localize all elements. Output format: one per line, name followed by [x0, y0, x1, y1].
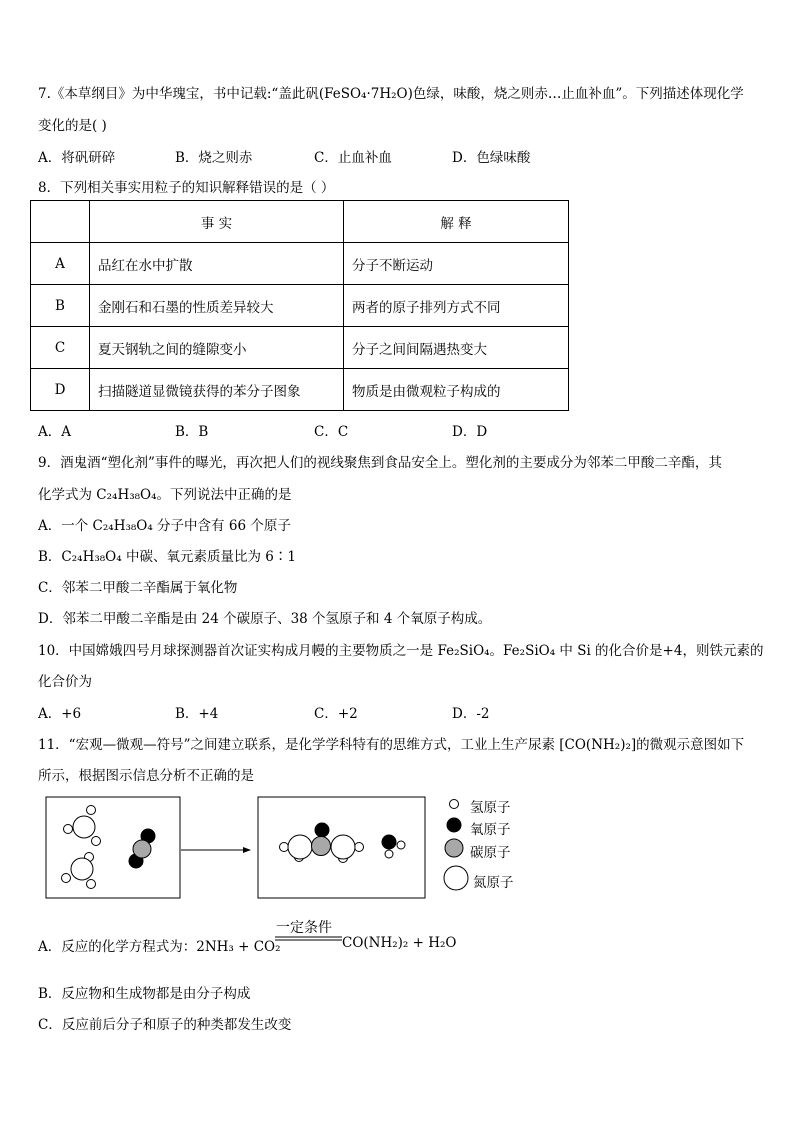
q7-option-c[interactable]: C．止血补血 — [314, 150, 392, 166]
q11-option-c[interactable]: C．反应前后分子和原子的种类都发生改变 — [38, 1017, 292, 1033]
legend-oxygen-label: 氧原子 — [470, 822, 511, 838]
q9-stem-line1: 9．酒鬼酒“塑化剂”事件的曝光，再次把人们的视线聚焦到食品安全上。塑化剂的主要成分为邻苯二甲酸二辛酯，其 — [38, 455, 722, 471]
row-explain: 分子不断运动 — [344, 243, 569, 285]
q10-option-b[interactable]: B．+4 — [175, 706, 219, 722]
table-row — [31, 369, 569, 411]
table-header-explain: 解 释 — [344, 201, 569, 243]
q9-option-c[interactable]: C．邻苯二甲酸二辛酯属于氧化物 — [38, 580, 238, 596]
legend-carbon-label: 碳原子 — [470, 845, 511, 861]
row-fact: 品红在水中扩散 — [90, 243, 344, 285]
urea-molecule — [280, 823, 364, 863]
table-row — [31, 243, 569, 285]
row-explain: 两者的原子排列方式不同 — [344, 285, 569, 327]
table-header-row — [31, 201, 569, 243]
row-letter: A — [31, 243, 90, 285]
q9-stem-line2: 化学式为 C₂₄H₃₈O₄。下列说法中正确的是 — [38, 487, 292, 503]
legend — [444, 800, 468, 891]
reaction-condition: 一定条件 — [276, 920, 332, 936]
q7-option-a[interactable]: A．将矾研碎 — [38, 150, 116, 166]
q7-option-b[interactable]: B．烧之则赤 — [175, 150, 253, 166]
q10-option-c[interactable]: C．+2 — [314, 706, 358, 722]
arrow-head — [243, 847, 251, 853]
legend-nitrogen-label: 氮原子 — [473, 875, 514, 891]
equation-double-line — [274, 936, 344, 942]
oxygen-legend-icon — [447, 818, 461, 832]
equation-reactants: 2NH₃ + CO₂ — [196, 939, 281, 955]
q11-option-a[interactable] — [38, 935, 281, 955]
carbon-dioxide-molecule — [129, 829, 155, 868]
q10-option-a[interactable]: A．+6 — [38, 706, 82, 722]
q10-stem-line1: 10．中国嫦娥四号月球探测器首次证实构成月幔的主要物质之一是 Fe₂SiO₄。Fe₂SiO₄ 中 Si 的化合价是+4，则铁元素的 — [38, 643, 764, 659]
option-a-prefix: A．反应的化学方程式为： — [38, 939, 197, 955]
row-fact: 夏天钢轨之间的缝隙变小 — [90, 327, 344, 369]
q9-option-b[interactable]: B．C₂₄H₃₈O₄ 中碳、氧元素质量比为 6∶1 — [38, 549, 296, 565]
q10-stem-line2: 化合价为 — [38, 674, 92, 690]
q10-option-d[interactable]: D．-2 — [452, 706, 490, 722]
row-explain: 分子之间间隔遇热变大 — [344, 327, 569, 369]
nitrogen-legend-icon — [444, 866, 468, 890]
q9-option-d[interactable]: D．邻苯二甲酸二辛酯是由 24 个碳原子、38 个氢原子和 4 个氧原子构成。 — [38, 611, 492, 627]
table-header-blank — [31, 201, 90, 243]
carbon-legend-icon — [445, 839, 463, 857]
row-fact: 金刚石和石墨的性质差异较大 — [90, 285, 344, 327]
q7-stem-line2: 变化的是( ) — [38, 118, 107, 134]
q8-facts-table — [30, 200, 569, 411]
water-molecule — [382, 835, 405, 858]
legend-hydrogen-label: 氢原子 — [470, 800, 511, 816]
table-row — [31, 327, 569, 369]
row-letter: D — [31, 369, 90, 411]
row-letter: C — [31, 327, 90, 369]
row-fact: 扫描隧道显微镜获得的苯分子图象 — [90, 369, 344, 411]
q11-stem-line1: 11．“宏观—微观—符号”之间建立联系，是化学学科特有的思维方式，工业上生产尿素 [CO(NH₂)₂]的微观示意图如下 — [38, 737, 745, 753]
table-row — [31, 285, 569, 327]
hydrogen-legend-icon — [450, 800, 459, 809]
row-letter: B — [31, 285, 90, 327]
q8-option-d[interactable]: D．D — [452, 424, 488, 440]
q8-stem: 8．下列相关事实用粒子的知识解释错误的是（ ） — [38, 180, 335, 196]
q8-option-b[interactable]: B．B — [175, 424, 209, 440]
ammonia-molecule — [64, 806, 101, 846]
q9-option-a[interactable]: A．一个 C₂₄H₃₈O₄ 分子中含有 66 个原子 — [38, 518, 291, 534]
ammonia-molecule — [62, 853, 96, 889]
q8-option-c[interactable]: C．C — [314, 424, 349, 440]
q7-option-d[interactable]: D．色绿味酸 — [452, 150, 531, 166]
row-explain: 物质是由微观粒子构成的 — [344, 369, 569, 411]
table-header-fact: 事 实 — [90, 201, 344, 243]
q11-option-b[interactable]: B．反应物和生成物都是由分子构成 — [38, 986, 251, 1002]
equation-products: CO(NH₂)₂ + H₂O — [342, 935, 457, 951]
q8-option-a[interactable]: A．A — [38, 424, 71, 440]
q11-stem-line2: 所示，根据图示信息分析不正确的是 — [38, 768, 254, 784]
q7-stem-line1: 7.《本草纲目》为中华瑰宝，书中记载:“盖此矾(FeSO₄·7H₂O)色绿，味酸，烧之则赤…止血补血”。下列描述体现化学 — [38, 86, 744, 102]
